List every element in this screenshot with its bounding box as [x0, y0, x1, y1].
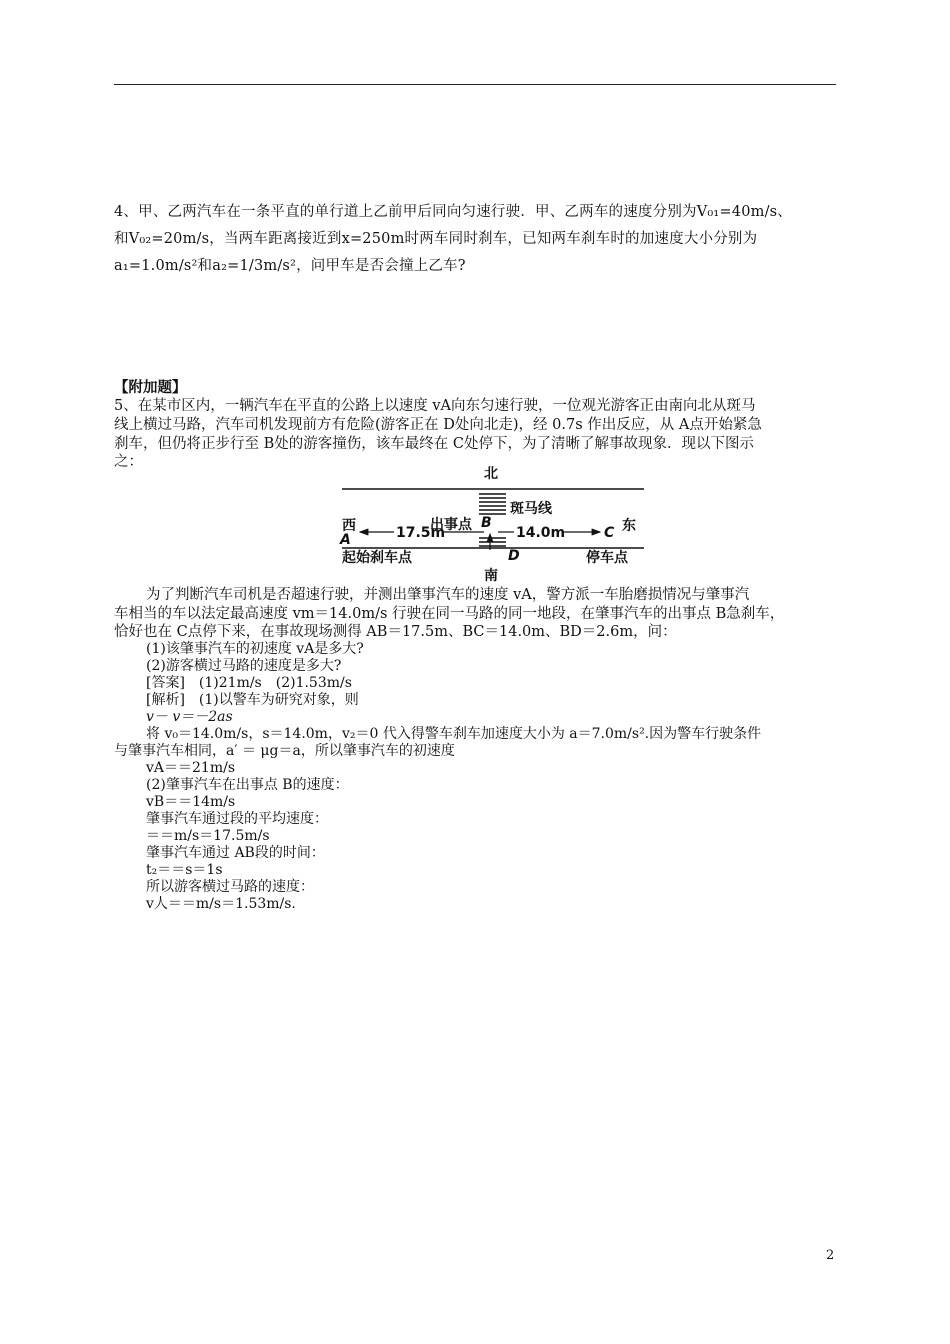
step-2: (2)肇事汽车在出事点 B的速度： — [146, 777, 349, 793]
accident-diagram — [338, 464, 648, 582]
para-line-3: 恰好也在 C点停下来，在事故现场测得 AB＝17.5m、BC＝14.0m、BD＝2.6m，问： — [114, 624, 677, 640]
question-2: (2)游客横过马路的速度是多大? — [146, 658, 342, 674]
brake-start-label: 起始刹车点 — [342, 550, 412, 566]
para-line-1: 为了判断汽车司机是否超速行驶，并测出肇事汽车的速度 vA，警方派一车胎磨损情况与肇事汽 — [146, 587, 750, 603]
substitution-line-2: 与肇事汽车相同，a′ ＝ μg＝a，所以肇事汽车的初速度 — [114, 743, 455, 759]
q4-line-2: 和V₀₂=20m/s，当两车距离接近到x=250m时两车同时刹车，已知两车刹车时的加速度大小分别为 — [114, 231, 758, 247]
accident-point-label: 出事点 — [430, 517, 472, 533]
bonus-heading: 【附加题】 — [114, 380, 187, 396]
q5-line-3: 刹车，但仍将正步行至 B处的游客撞伤，该车最终在 C处停下，为了清晰了解事故现象．现以下图示 — [114, 436, 754, 452]
equation-1: v－ v＝－2as — [146, 709, 233, 725]
para-line-2: 车相当的车以法定最高速度 vm＝14.0m/s 行驶在同一马路的同一地段，在肇事汽车的出事点 B急刹车， — [114, 606, 785, 622]
south-label: 南 — [484, 568, 498, 582]
equation-4: ＝＝m/s＝17.5m/s — [146, 828, 270, 844]
equation-5: t₂＝＝s＝1s — [146, 862, 223, 878]
analysis-line: [解析] (1)以警车为研究对象，则 — [146, 692, 359, 708]
q4-line-3: a₁=1.0m/s²和a₂=1/3m/s²，问甲车是否会撞上乙车? — [114, 258, 466, 274]
point-c-label: C — [604, 525, 615, 541]
substitution-line-1: 将 v₀＝14.0m/s，s＝14.0m，v₂＝0 代入得警车刹车加速度大小为 a＝7.0m/s².因为警车行驶条件 — [146, 726, 762, 742]
point-a-label: A — [340, 532, 351, 548]
east-label: 东 — [622, 518, 636, 534]
average-speed-line: 肇事汽车通过段的平均速度： — [146, 811, 328, 827]
time-line: 肇事汽车通过 AB段的时间： — [146, 845, 325, 861]
q4-line-1: 4、甲、乙两汽车在一条平直的单行道上乙前甲后同向匀速行驶．甲、乙两车的速度分别为V₀₁=40m/s、 — [114, 204, 792, 220]
question-1: (1)该肇事汽车的初速度 vA是多大? — [146, 641, 364, 657]
equation-3: vB＝＝14m/s — [146, 794, 236, 810]
distance-bc-label: 14.0m — [516, 525, 566, 541]
stop-point-label: 停车点 — [586, 550, 628, 566]
zebra-label: 斑马线 — [510, 501, 552, 517]
final-line: 所以游客横过马路的速度： — [146, 879, 314, 895]
q5-line-4: 之： — [114, 454, 143, 470]
point-d-label: D — [508, 548, 520, 564]
north-label: 北 — [484, 466, 498, 482]
answer-line: [答案] (1)21m/s (2)1.53m/s — [146, 675, 352, 691]
west-label: 西 — [342, 518, 356, 534]
equation-6: v人＝＝m/s＝1.53m/s. — [146, 896, 296, 912]
q5-line-2: 线上横过马路，汽车司机发现前方有危险(游客正在 D处向北走)，经 0.7s 作出反应，从 A点开始紧急 — [114, 417, 762, 433]
q5-line-1: 5、在某市区内，一辆汽车在平直的公路上以速度 vA向东匀速行驶，一位观光游客正由南向北从斑马 — [114, 398, 756, 414]
equation-2: vA＝＝21m/s — [146, 760, 236, 776]
page-number: 2 — [826, 1248, 835, 1263]
header-rule — [114, 84, 836, 85]
point-b-label: B — [481, 515, 492, 531]
distance-ab-label: 17.5m — [396, 525, 446, 541]
